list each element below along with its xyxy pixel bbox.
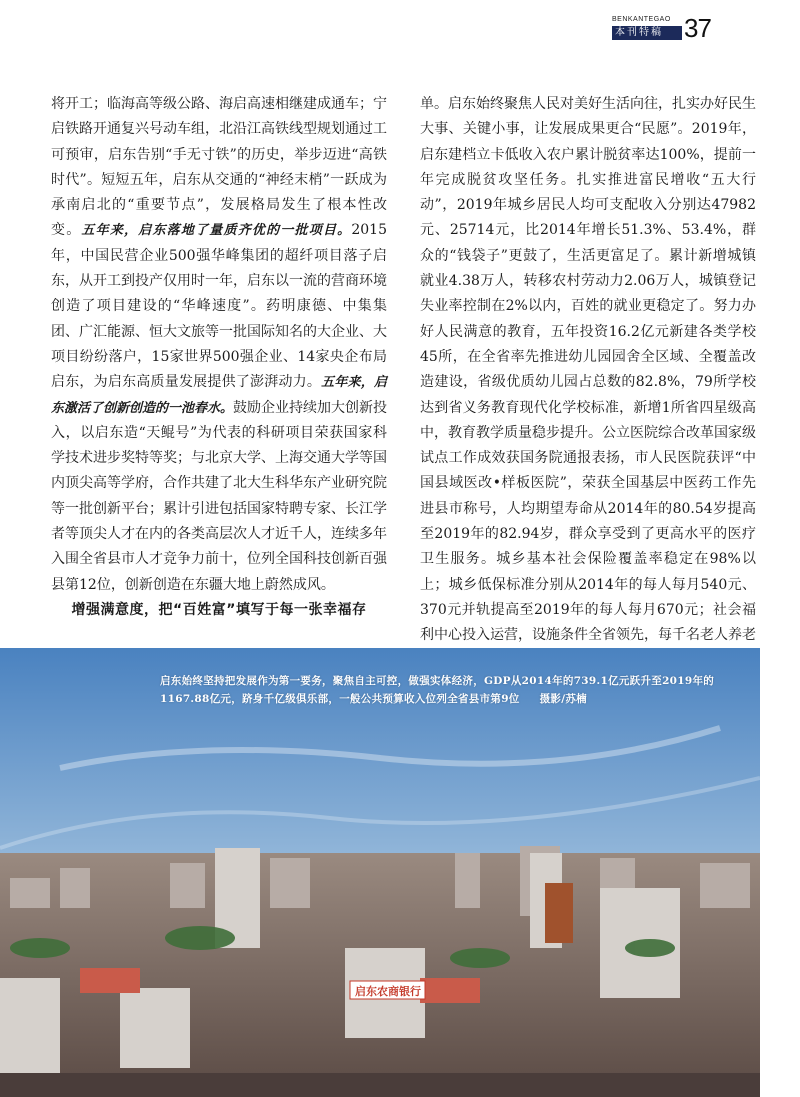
photo-credit: 摄影/苏楠 <box>539 693 587 705</box>
body-paragraph <box>51 92 387 598</box>
body-text: 将开工；临海高等级公路、海启高速相继建成通车；宁启铁路开通复兴号动车组，北沿江高铁线型规划通过工可预审，启东告别“手无寸铁”的历史，举步迈进“高铁时代”。短短五年，启东从交通的“神经末梢”一跃成为承南启北的“重要节点”，发展格局发生了根本性改变。 <box>51 96 387 239</box>
body-text: 鼓励企业持续加大创新投入，以启东造“天鲲号”为代表的科研项目荣获国家科学技术进步奖特等奖；与北京大学、上海交通大学等国内顶尖高等学府，合作共建了北大生科华东产业研究院等一批创新平台；累计引进包括国家特聘专家、长江学者等顶尖人才在内的各类高层次人才近千人，连续多年入围全省县市人才竞争力前十，位列全国科技创新百强县第12位，创新创造在东疆大地上蔚然成风。 <box>51 399 388 593</box>
page-number: 37 <box>684 13 711 43</box>
highlight-text: 五年来，启东激活了创新创造的一池春水。 <box>51 375 387 416</box>
city-aerial-photo <box>0 648 760 1097</box>
page-header <box>612 12 752 44</box>
photo-caption <box>160 672 720 708</box>
left-column <box>51 92 387 623</box>
body-paragraph: 单。启东始终聚焦人民对美好生活向往，扎实办好民生大事、关键小事，让发展成果更合“民愿”。2019年，启东建档立卡低收入农户累计脱贫率达100%，提前一年完成脱贫攻坚任务。扎实推进富民增收“五大行动”，2019年城乡居民人均可支配收入分别达47982元、25714元，比2014年增长51.3%、53.4%，群众的“钱袋子”更鼓了，生活更富足了。累计新增城镇就业4.38万人，转移农村劳动力2.06万人，城镇登记失业率控制在2%以内，百姓的就业更稳定了。努力办好人民满意的教育，五年投资16.2亿元新建各类学校45所，在全省率先推进幼儿园园舍全区域、全覆盖改造建设，省级优质幼儿园占总数的82.8%，79所学校达到省义务教育现代化学校标准，新增1所省四星级高中，教育教学质量稳步提升。公立医院综合改革国家级试点工作成效获国务院通报表扬，市人民医院获评“中国县域医改•样板医院”，荣获全国基层中医药工作先进县市称号，人均期望寿命从2014年的80.54岁提高至2019年的82.94岁，群众享受到了更高水平的医疗卫生服务。城乡基本社会保险覆盖率稳定在98%以上；城乡低保标准分别从2014年的每人每月540元、370元并轨提高至2019年的每人每月670元；社会福利中心投入运营，设施条件全省领先，每千名老人养老 <box>420 96 756 644</box>
section-subheading: 增强满意度，把“百姓富”填写于每一张幸福存 <box>71 601 367 618</box>
section-label: 本刊特稿 <box>612 26 682 40</box>
right-column <box>420 92 756 674</box>
highlight-text: 五年来，启东落地了量质齐优的一批项目。 <box>81 223 352 239</box>
body-text: 2015年，中国民营企业500强华峰集团的超纤项目落子启东，从开工到投产仅用时一年，启东以一流的营商环境创造了项目建设的“华峰速度”。药明康德、中集集团、广汇能源、恒大文旅等一批国际知名的大企业、大项目纷纷落户，15家世界500强企业、14家央企布局启东，为启东高质量发展提供了澎湃动力。 <box>51 222 387 391</box>
city-skyline-illustration <box>0 648 760 1097</box>
caption-text: 启东始终坚持把发展作为第一要务，聚焦自主可控，做强实体经济，GDP从2014年的739.1亿元跃升至2019年的1167.88亿元，跻身千亿级俱乐部，一般公共预算收入位列全省县市第9位 <box>160 675 715 705</box>
magazine-name-en: BENKANTEGAO <box>612 16 671 23</box>
bank-sign: 启东农商银行 <box>355 985 421 998</box>
